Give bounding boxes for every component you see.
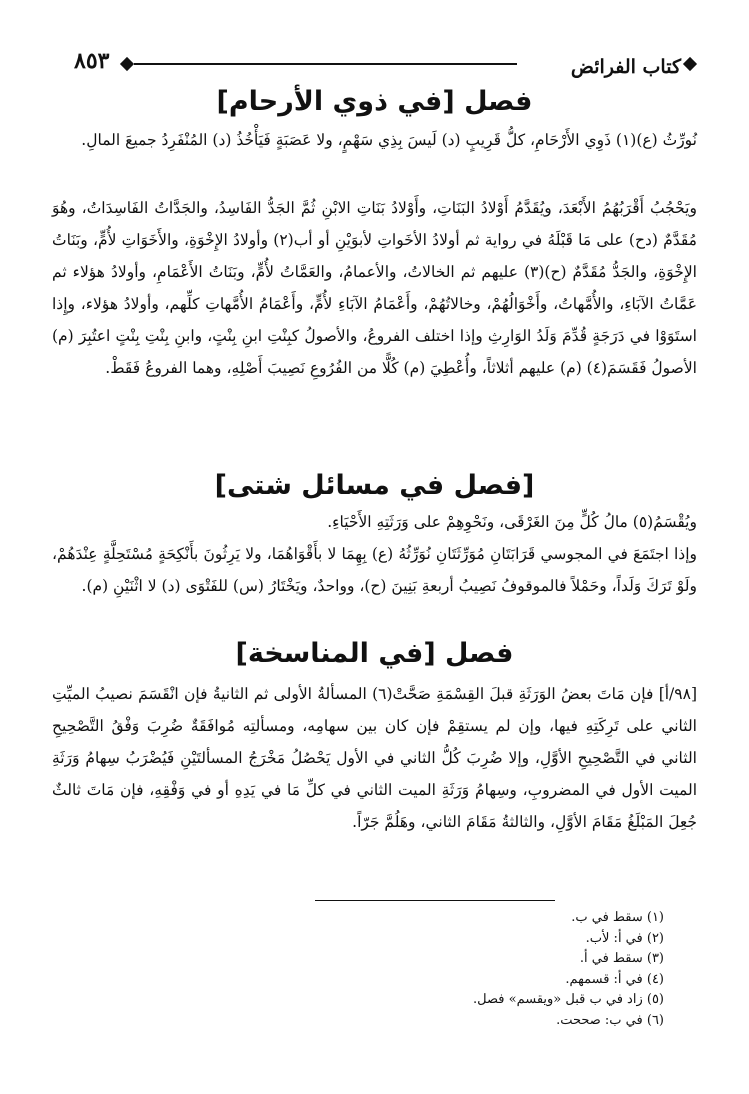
footnote-item: (٤) في أ: قسمهم. [565,971,664,987]
section-heading-munasakha: فصل [في المناسخة] [235,638,514,669]
paragraph-order-of-kin: ويَحْجُبُ أَقْرَبُهُمُ الأَبْعَدَ، ويُقَدَّمُ أَوْلادُ البَنَاتِ، وأَوْلادُ بَنَاتِ الابْنِ ثُمَّ الجَدُّ الفَاسِدُ، والجَدَّاتُ الفَاسِدَاتُ، وهُوَ مُقَدَّمٌ (دح) على مَا قَبْلَهُ في رواية ثم أولادُ الأخَواتِ لأبوَيْنِ أو أب(٢) وأولادُ الإِخْوَةِ، والأَخَوَاتِ لأُمٍّ، وبَنَاتُ الإِخْوَةِ، والجَدُّ مُقَدَّمٌ (ح)(٣) عليهم ثم الخالاتُ، والأعمامُ، والعَمَّاتُ لأُمٍّ، وبَنَاتُ الأَعْمَامِ، وأولادُ هؤلاء ثم عَمَّاتُ الآبَاءِ، والأُمَّهاتُ، وأَخْوَالُهُمْ، وخالاتُهُمْ، وأَعْمَامُ الآبَاءِ لأُمٍّ، وأَعْمَامُ الأُمَّهاتِ كلِّهم، وأولادُ هؤلاء، وإِذا استَوَوْا في دَرَجَةٍ قُدِّمَ وَلَدُ الوَارِثِ وإذا اختلف الفروعُ، والأصولُ كبِنْتِ ابنِ بِنْتٍ، وابنِ بِنْتِ بِنْتٍ اعتُبِرَ (م) الأصولُ فَقَسَمَ(٤) (م) عليهم أثلاثاً، وأُعْطِيَ (م) كُلًّا من الفُرُوعِ نَصِيبَ أَصْلِهِ، وهما الفروعُ فَقَطْ. [52,199,697,377]
footnote-item: (٣) سقط في أ. [579,951,664,966]
section-heading-dhawi-al-arham: فصل [في ذوي الأرحام] [216,86,533,117]
header-diamond-left [120,57,134,71]
book-title: كتاب الفرائض [570,56,681,78]
footnotes [264,908,664,1031]
header-diamond-right [683,57,697,71]
footnote-item: (٦) في ب: صححت. [556,1012,664,1028]
footnote-item: (٢) في أ: لأب. [585,930,664,946]
section-heading-masail-shatta: [فصل في مسائل شتى] [214,470,535,501]
footnote-item: (١) سقط في ب. [571,910,664,925]
paragraph-majusi: وإذا اجتَمَعَ في المجوسي قَرَابَتَانِ مُوَرِّثَتَانِ نُوَرِّثُهُ (ع) بِهِمَا لا بأَقْوَاهُمَا، ولا يَرِثُونَ بأَنْكِحَةٍ مُسْتَحِلَّةٍ عِنْدَهُمْ، ولَوْ تَرَكَ وَلَداً، وحَمْلاً فالموقوفُ نَصِيبُ أربعةِ بَنِينَ (ح)، وواحدٌ، ويَخْتَارُ (س) للفَتْوَى (د) لا اثْنَيْنِ (م). [52,545,697,595]
paragraph-drowned: ويُقْسَمُ(٥) مالُ كُلٍّ مِنَ الغَرْقَى، ونَحْوِهِمْ على وَرَثَتِهِ الأَحْيَاءِ. [327,513,697,531]
running-header [50,44,699,78]
paragraph-munasakha: [٩٨/أ] فإن مَاتَ بعضُ الوَرَثَةِ قبلَ القِسْمَةِ صَحَّتْ(٦) المسألةُ الأولى ثم الثانيةُ فإن انْقَسَمَ نصيبُ الميِّتِ الثاني على تَرِكَتِهِ فيها، وإن لم يستقِمْ فإن كان بين سهامِه، ومسألتِه مُوافَقَةٌ ضُرِبَ وَفْقُ التَّصْحِيحِ الثاني في التَّصْحِيحِ الأوَّلِ، وإلا ضُرِبَ كُلُّ الثاني في الأول يَحْصُلُ مَخْرَجُ المسألتَيْنِ فَيُضْرَبُ سِهامُ وَرَثَةِ الميت الأول في المضروبِ، وسِهامُ وَرَثَةِ الميت الثاني في كلِّ مَا في يَدِهِ أو في وَفْقِهِ، فإن مَاتَ ثالثٌ جُعِلَ المَبْلَغُ مَقَامَ الأوَّلِ، والثالثةُ مَقَامَ الثاني، وهَلُمَّ جَرّاً. [52,685,697,831]
page-number: ٨٥٣ [74,48,110,74]
paragraph-inheritance-intro: نُورِّثُ (ع)(١) ذَوِي الأَرْحَامِ، كلُّ قَرِيبٍ (د) لَيسَ بِذِي سَهْمٍ، ولا عَصَبَةٍ فَيَأْخُذُ (د) المُنْفَرِدُ جميعَ المالِ. [81,131,697,149]
header-rule [134,63,517,65]
footnote-separator [315,900,555,901]
footnote-item: (٥) زاد في ب قبل «ويقسم» فصل. [473,992,664,1007]
